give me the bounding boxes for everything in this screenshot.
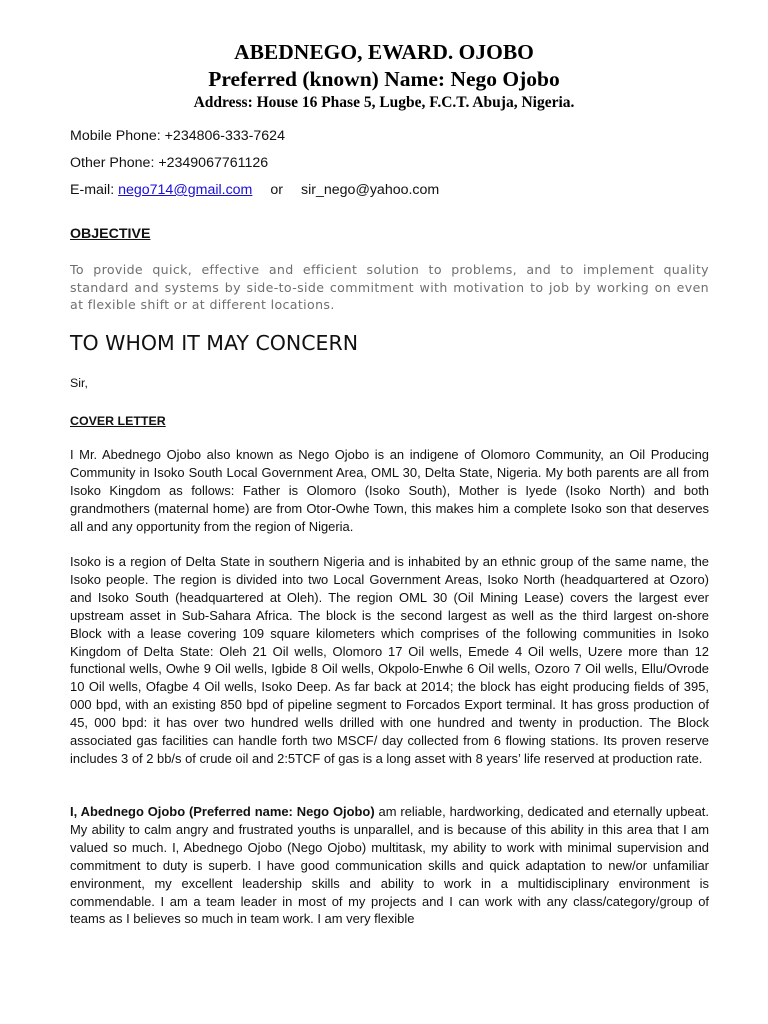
paragraph-body: am reliable, hardworking, dedicated and eternally upbeat. My ability to calm angry and frustrated youths is unparallel, and is because of this ability in this area that I am valued so much. I, Abednego Ojobo (Nego Ojobo) multitask, my ability to work with minimal supervision and commitment to duty is superb. I have good communication skills and quick adaptation to new/or unfamiliar environment, my excellent leadership skills and ability to work in a multidisciplinary environment is commendable. I am a team leader in most of my projects and I can work with any class/category/group of teams as I believes so much in team work. I am very flexible xyxy=(70,804,709,927)
to-whom-heading: TO WHOM IT MAY CONCERN xyxy=(70,331,359,355)
preferred-name: Preferred (known) Name: Nego Ojobo xyxy=(208,67,560,91)
email-line xyxy=(70,182,439,198)
email-label: E-mail: xyxy=(70,182,119,198)
email-or: or xyxy=(270,182,284,198)
salutation: Sir, xyxy=(70,376,88,390)
paragraph-personal-qualities xyxy=(70,803,709,928)
other-phone: Other Phone: +2349067761126 xyxy=(70,155,269,171)
address-line: Address: House 16 Phase 5, Lugbe, F.C.T. Abuja, Nigeria. xyxy=(193,94,575,111)
cover-letter-heading: COVER LETTER xyxy=(70,414,166,428)
objective-text: To provide quick, effective and efficient solution to problems, and to implement quality standard and systems by side-to-side commitment with motivation to job by working on even at flexible shift or at different locations. xyxy=(70,262,709,312)
objective-heading: OBJECTIVE xyxy=(70,226,151,242)
email-primary-link[interactable]: nego714@gmail.com xyxy=(118,182,253,198)
paragraph-bold-intro: I, Abednego Ojobo (Preferred name: Nego Ojobo) xyxy=(70,804,375,819)
email-secondary: sir_nego@yahoo.com xyxy=(301,182,440,198)
applicant-name: ABEDNEGO, EWARD. OJOBO xyxy=(234,40,534,64)
mobile-phone: Mobile Phone: +234806-333-7624 xyxy=(70,128,285,144)
paragraph-background: I Mr. Abednego Ojobo also known as Nego Ojobo is an indigene of Olomoro Community, an Oil Producing Community in Isoko South Local Government Area, OML 30, Delta State, Nigeria. My both parents are all from Isoko Kingdom as follows: Father is Olomoro (Isoko South), Mother is Iyede (Isoko North) and both grandmothers (maternal home) are from Otor-Owhe Town, this makes him a complete Isoko son that deserves all and any opportunity from the region of Nigeria. xyxy=(70,447,709,534)
paragraph-isoko-region: Isoko is a region of Delta State in southern Nigeria and is inhabited by an ethnic group of the same name, the Isoko people. The region is divided into two Local Government Areas, Isoko North (headquartered at Ozoro) and Isoko South (headquartered at Oleh). The region OML 30 (Oil Mining Lease) covers the largest ever upstream asset in Sub-Sahara Africa. The block is the second largest as well as the third largest on-shore Block with a lease covering 109 square kilometers which comprises of the following communities in Isoko Kingdom of Delta State: Oleh 21 Oil wells, Olomoro 17 Oil wells, Emede 4 Oil wells, Uzere more than 12 functional wells, Owhe 9 Oil wells, Igbide 8 Oil wells, Okpolo-Enwhe 6 Oil wells, Ozoro 7 Oil wells, Ellu/Ovrode 10 Oil wells, Ofagbe 4 Oil wells, Isoko Deep. As far back at 2014; the block has eight producing fields of 395, 000 bpd, with an existing 850 bpd of pipeline segment to Forcados Export terminal. It has gross production of 45, 000 bpd: it has over two hundred wells drilled with one hundred and twenty in production. The Block associated gas facilities can handle forth two MSCF/ day collected from 6 flowing stations. Its proven reserve includes 3 of 2 bb/s of crude oil and 2:5TCF of gas is a long asset with 8 years’ life reserved at production rate. xyxy=(70,554,709,766)
